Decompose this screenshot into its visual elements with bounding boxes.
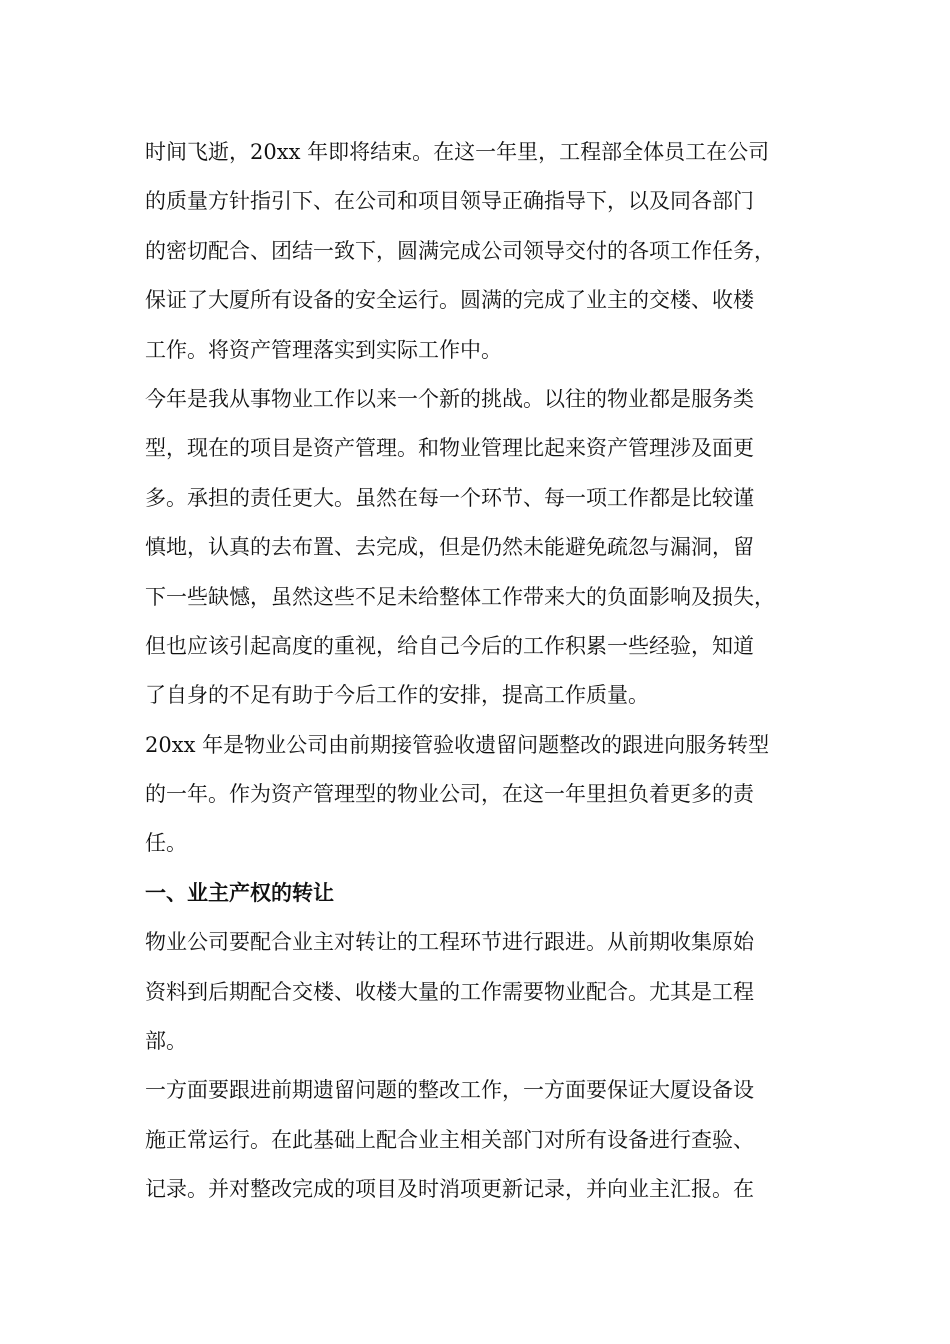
text-line: 但也应该引起高度的重视，给自己今后的工作积累一些经验，知道: [145, 633, 754, 658]
paragraph-rectification: [145, 1066, 805, 1214]
text-line: 的一年。作为资产管理型的物业公司，在这一年里担负着更多的责: [145, 782, 754, 807]
text-line: 的密切配合、团结一致下，圆满完成公司领导交付的各项工作任务，: [145, 238, 775, 263]
text-line: 多。承担的责任更大。虽然在每一个环节、每一项工作都是比较谨: [145, 485, 754, 510]
text-line: 了自身的不足有助于今后工作的安排，提高工作质量。: [145, 683, 649, 708]
section-heading: [145, 869, 805, 918]
text-line: 一方面要跟进前期遗留问题的整改工作，一方面要保证大厦设备设: [145, 1078, 754, 1103]
text-line: 任。: [145, 831, 187, 856]
text-line: 物业公司要配合业主对转让的工程环节进行跟进。从前期收集原始: [145, 930, 754, 955]
text-line: 型，现在的项目是资产管理。和物业管理比起来资产管理涉及面更: [145, 436, 754, 461]
paragraph-new-challenge: [145, 375, 805, 721]
text-line: 的质量方针指引下、在公司和项目领导正确指导下，以及同各部门: [145, 189, 754, 214]
text-line: 资料到后期配合交楼、收楼大量的工作需要物业配合。尤其是工程: [145, 979, 754, 1004]
text-line: 今年是我从事物业工作以来一个新的挑战。以往的物业都是服务类: [145, 386, 754, 411]
text-line: 施正常运行。在此基础上配合业主相关部门对所有设备进行查验、: [145, 1127, 754, 1152]
text-line: 时间飞逝，20xx 年即将结束。在这一年里，工程部全体员工在公司: [145, 140, 770, 164]
document-body: [145, 128, 805, 1215]
text-line: 慎地，认真的去布置、去完成，但是仍然未能避免疏忽与漏洞，留: [145, 535, 754, 560]
paragraph-transition-year: [145, 721, 805, 869]
text-line: 保证了大厦所有设备的安全运行。圆满的完成了业主的交楼、收楼: [145, 288, 754, 313]
text-line: 记录。并对整改完成的项目及时消项更新记录，并向业主汇报。在: [145, 1177, 754, 1202]
paragraph-year-summary: [145, 128, 805, 375]
text-line: 工作。将资产管理落实到实际工作中。: [145, 337, 502, 362]
text-line: 下一些缺憾，虽然这些不足未给整体工作带来大的负面影响及损失，: [145, 584, 775, 609]
heading-text: 一、业主产权的转让: [145, 880, 334, 905]
paragraph-transfer-followup: [145, 918, 805, 1066]
text-line: 20xx 年是物业公司由前期接管验收遗留问题整改的跟进向服务转型: [145, 732, 770, 757]
text-line: 部。: [145, 1029, 187, 1054]
